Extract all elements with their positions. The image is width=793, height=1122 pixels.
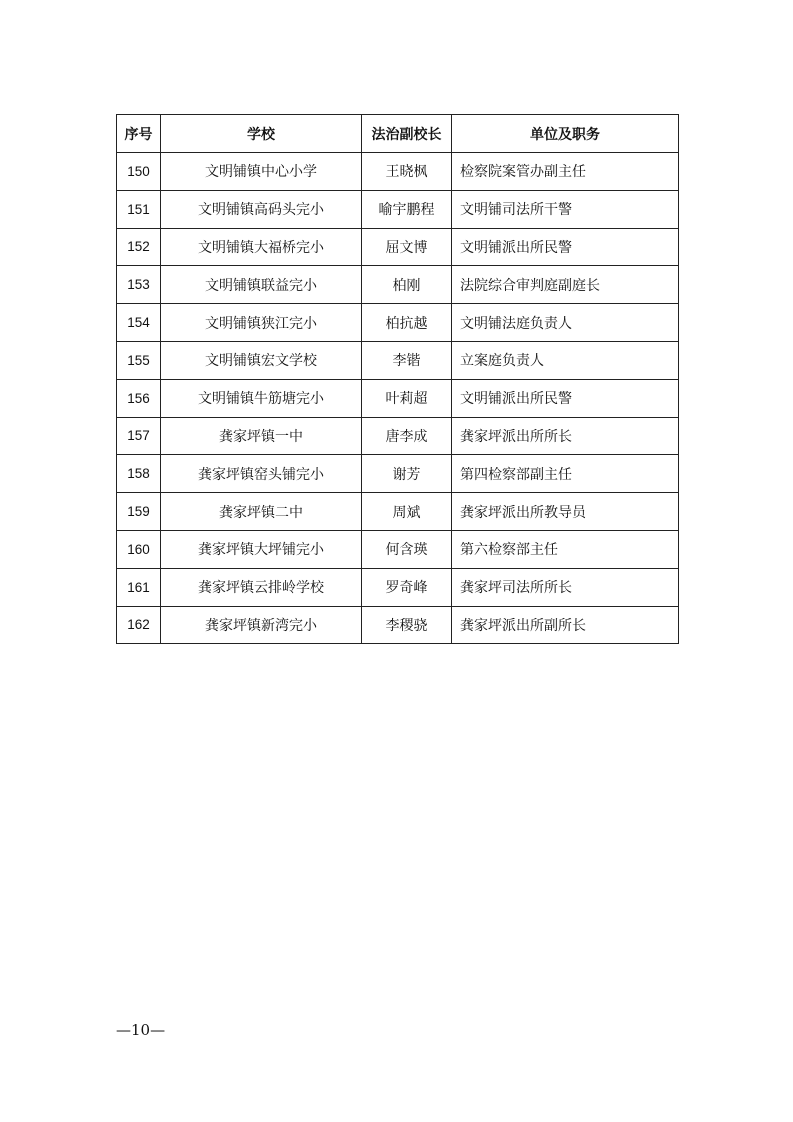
table-row: [117, 493, 679, 531]
table-row: [117, 417, 679, 455]
table-row: [117, 341, 679, 379]
cell-no: 157: [117, 417, 161, 455]
cell-school: 龚家坪镇窑头铺完小: [161, 455, 362, 493]
cell-no: 150: [117, 153, 161, 191]
cell-school: 文明铺镇中心小学: [161, 153, 362, 191]
cell-school: 龚家坪镇大坪铺完小: [161, 530, 362, 568]
cell-unit: 龚家坪派出所教导员: [452, 493, 679, 531]
table-row: [117, 568, 679, 606]
cell-unit: 文明铺派出所民警: [452, 379, 679, 417]
cell-unit: 文明铺派出所民警: [452, 228, 679, 266]
cell-no: 158: [117, 455, 161, 493]
table-body: [117, 153, 679, 644]
header-school: 学校: [161, 115, 362, 153]
cell-school: 文明铺镇牛筋塘完小: [161, 379, 362, 417]
cell-school: 文明铺镇联益完小: [161, 266, 362, 304]
table-header-row: [117, 115, 679, 153]
header-principal: 法治副校长: [362, 115, 452, 153]
cell-principal: 李稷骁: [362, 606, 452, 644]
header-no: 序号: [117, 115, 161, 153]
cell-unit: 龚家坪司法所所长: [452, 568, 679, 606]
table-row: [117, 530, 679, 568]
page-number: —10—: [116, 1021, 166, 1039]
cell-no: 153: [117, 266, 161, 304]
cell-no: 162: [117, 606, 161, 644]
cell-principal: 喻宇鹏程: [362, 190, 452, 228]
cell-no: 160: [117, 530, 161, 568]
table-row: [117, 228, 679, 266]
cell-unit: 第六检察部主任: [452, 530, 679, 568]
cell-school: 龚家坪镇新湾完小: [161, 606, 362, 644]
table-row: [117, 190, 679, 228]
cell-no: 156: [117, 379, 161, 417]
cell-principal: 周斌: [362, 493, 452, 531]
cell-principal: 唐李成: [362, 417, 452, 455]
cell-principal: 屈文博: [362, 228, 452, 266]
cell-principal: 何含瑛: [362, 530, 452, 568]
cell-unit: 检察院案管办副主任: [452, 153, 679, 191]
cell-principal: 叶莉超: [362, 379, 452, 417]
table-row: [117, 379, 679, 417]
header-unit: 单位及职务: [452, 115, 679, 153]
cell-unit: 龚家坪派出所所长: [452, 417, 679, 455]
cell-unit: 法院综合审判庭副庭长: [452, 266, 679, 304]
cell-school: 文明铺镇高码头完小: [161, 190, 362, 228]
cell-school: 龚家坪镇云排岭学校: [161, 568, 362, 606]
school-principal-table: [116, 114, 679, 644]
table-row: [117, 455, 679, 493]
cell-school: 文明铺镇狭江完小: [161, 304, 362, 342]
cell-no: 155: [117, 341, 161, 379]
cell-principal: 柏抗越: [362, 304, 452, 342]
cell-unit: 文明铺法庭负责人: [452, 304, 679, 342]
table-row: [117, 266, 679, 304]
cell-no: 152: [117, 228, 161, 266]
cell-school: 文明铺镇宏文学校: [161, 341, 362, 379]
cell-no: 161: [117, 568, 161, 606]
cell-no: 151: [117, 190, 161, 228]
table-row: [117, 304, 679, 342]
cell-unit: 第四检察部副主任: [452, 455, 679, 493]
cell-unit: 文明铺司法所干警: [452, 190, 679, 228]
cell-school: 文明铺镇大福桥完小: [161, 228, 362, 266]
table-row: [117, 153, 679, 191]
cell-school: 龚家坪镇一中: [161, 417, 362, 455]
cell-principal: 李锴: [362, 341, 452, 379]
cell-school: 龚家坪镇二中: [161, 493, 362, 531]
cell-unit: 龚家坪派出所副所长: [452, 606, 679, 644]
cell-no: 154: [117, 304, 161, 342]
cell-principal: 罗奇峰: [362, 568, 452, 606]
table-row: [117, 606, 679, 644]
cell-principal: 柏刚: [362, 266, 452, 304]
cell-no: 159: [117, 493, 161, 531]
cell-unit: 立案庭负责人: [452, 341, 679, 379]
cell-principal: 谢芳: [362, 455, 452, 493]
cell-principal: 王晓枫: [362, 153, 452, 191]
